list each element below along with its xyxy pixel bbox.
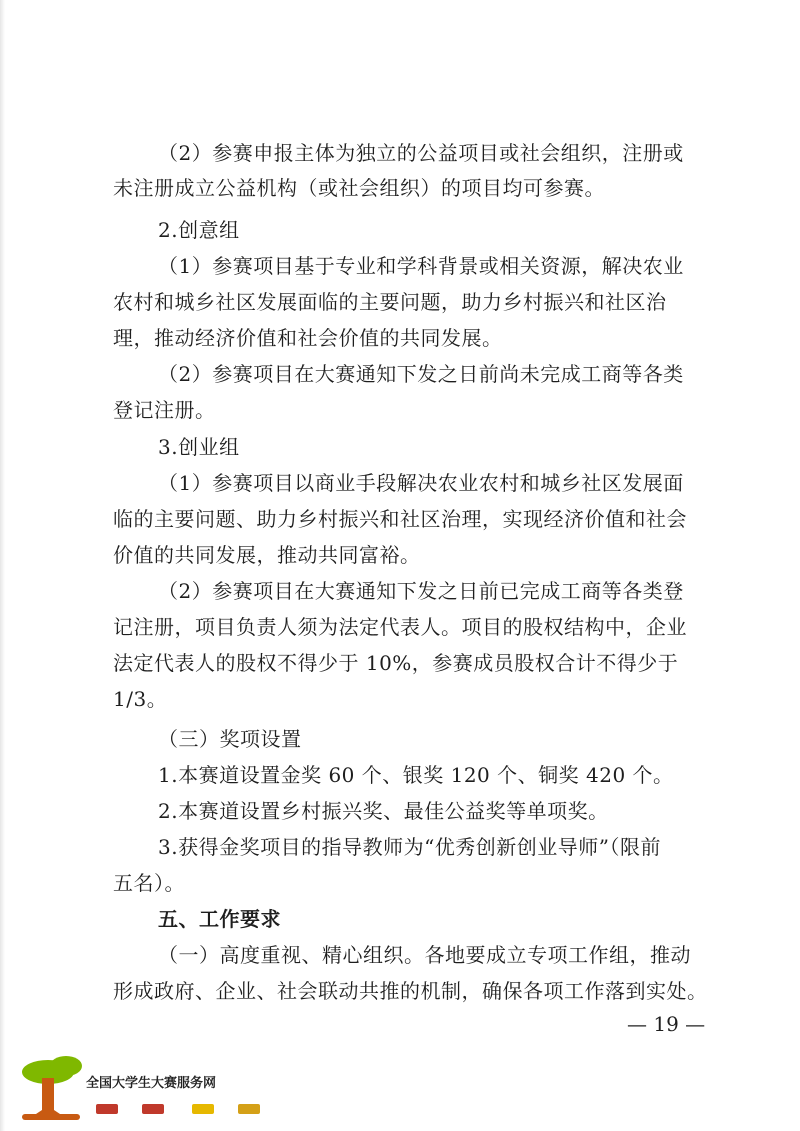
list-item: 2.本赛道设置乡村振兴奖、最佳公益奖等单项奖。 <box>158 799 609 823</box>
tree-logo-icon <box>18 1052 88 1124</box>
paragraph-line: （2）参赛申报主体为独立的公益项目或社会组织，注册或 <box>158 141 684 165</box>
list-item: 3.获得金奖项目的指导教师为“优秀创新创业导师”（限前 <box>158 835 662 859</box>
subsection-heading: 2.创意组 <box>158 218 240 242</box>
paragraph-line: （1）参赛项目基于专业和学科背景或相关资源，解决农业 <box>158 254 684 278</box>
section-heading: （三）奖项设置 <box>158 727 302 751</box>
list-item-continuation: 五名）。 <box>113 871 185 895</box>
paragraph-line: （1）参赛项目以商业手段解决农业农村和城乡社区发展面 <box>158 471 684 495</box>
paragraph-line: 价值的共同发展，推动共同富裕。 <box>113 543 421 567</box>
page-number: — 19 — <box>627 1012 706 1036</box>
paragraph-line: 农村和城乡社区发展面临的主要问题，助力乡村振兴和社区治 <box>113 290 667 314</box>
paragraph-line: 未注册成立公益机构（或社会组织）的项目均可参赛。 <box>113 176 605 200</box>
badge-icon <box>192 1104 214 1114</box>
paragraph-line: 法定代表人的股权不得少于 10%，参赛成员股权合计不得少于 <box>113 651 679 675</box>
paragraph-line: 理，推动经济价值和社会价值的共同发展。 <box>113 326 503 350</box>
badge-icon <box>238 1104 260 1114</box>
paragraph-line: 1/3。 <box>113 687 168 711</box>
page-edge <box>0 0 5 1131</box>
chapter-heading: 五、工作要求 <box>158 907 281 931</box>
paragraph-line: 临的主要问题、助力乡村振兴和社区治理，实现经济价值和社会 <box>113 507 687 531</box>
paragraph-line: （2）参赛项目在大赛通知下发之日前已完成工商等各类登 <box>158 579 684 603</box>
site-name: 全国大学生大赛服务网 <box>86 1076 217 1091</box>
paragraph-line: 登记注册。 <box>113 398 216 422</box>
watermark-icon-row <box>88 1100 268 1118</box>
site-watermark <box>18 1052 258 1124</box>
paragraph-line: 记注册，项目负责人须为法定代表人。项目的股权结构中，企业 <box>113 615 687 639</box>
subsection-heading: 3.创业组 <box>158 435 240 459</box>
paragraph-line: （一）高度重视、精心组织。各地要成立专项工作组，推动 <box>158 943 691 967</box>
person-icon <box>142 1104 164 1114</box>
person-icon <box>96 1104 118 1114</box>
paragraph-line: （2）参赛项目在大赛通知下发之日前尚未完成工商等各类 <box>158 362 684 386</box>
paragraph-line: 形成政府、企业、社会联动共推的机制，确保各项工作落到实处。 <box>113 979 708 1003</box>
list-item: 1.本赛道设置金奖 60 个、银奖 120 个、铜奖 420 个。 <box>158 763 674 787</box>
